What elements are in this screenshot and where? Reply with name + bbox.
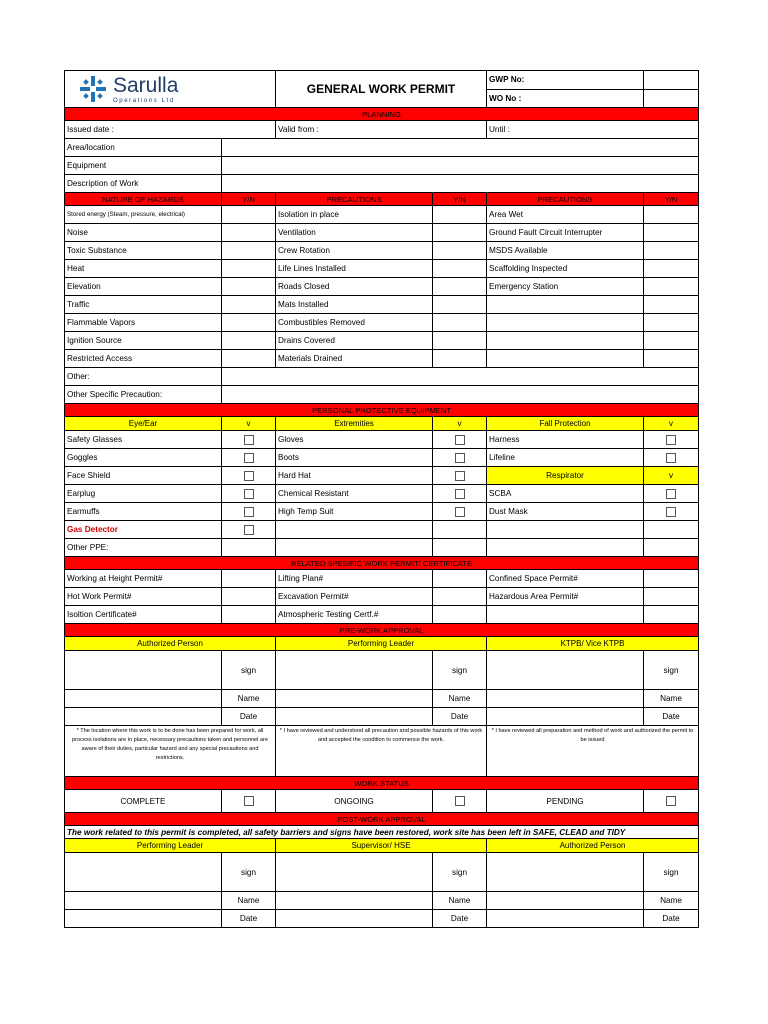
related-permit-field[interactable] [433, 606, 487, 624]
related-permit-label: Hazardous Area Permit# [487, 588, 644, 606]
section-planning: PLANNING [65, 108, 699, 121]
hazard-yn-field[interactable] [222, 296, 276, 314]
hazard-label: Heat [65, 260, 222, 278]
col-extremities: Extremities [276, 417, 433, 431]
ppe-fall-label: SCBA [487, 485, 644, 503]
other-precaution-label: Other Specific Precaution: [65, 386, 222, 404]
signature-box[interactable] [276, 853, 433, 892]
until-field[interactable]: Until : [487, 121, 699, 139]
hazard-label: Noise [65, 224, 222, 242]
ppe-extremities-label: Hard Hat [276, 467, 433, 485]
gwp-no-label: GWP No: [487, 71, 644, 90]
name-label: Name [644, 892, 699, 910]
sign-label: sign [222, 651, 276, 690]
area-label: Area/location [65, 139, 222, 157]
checkbox-icon [455, 453, 465, 463]
date-field[interactable] [276, 910, 433, 928]
form-title: GENERAL WORK PERMIT [276, 71, 487, 108]
ppe-checkbox[interactable] [222, 449, 276, 467]
section-postwork-approval: POST-WORK APPROVAL [65, 813, 699, 826]
col-check: v [222, 417, 276, 431]
precaution-yn-field[interactable] [644, 260, 699, 278]
description-field[interactable] [222, 175, 699, 193]
related-permit-label: Excavation Permit# [276, 588, 433, 606]
precaution-yn-field[interactable] [433, 332, 487, 350]
sign-label: sign [433, 651, 487, 690]
ppe-eye-label: Face Shield [65, 467, 222, 485]
precaution-yn-field[interactable] [644, 206, 699, 224]
work-permit-sheet [64, 70, 698, 928]
related-permit-label: Isoltion Certificate# [65, 606, 222, 624]
related-permit-field[interactable] [644, 588, 699, 606]
ppe-fall-label: Dust Mask [487, 503, 644, 521]
status-ongoing-label: ONGOING [276, 790, 433, 813]
precaution-yn-field[interactable] [433, 224, 487, 242]
date-label: Date [222, 708, 276, 726]
hazard-label: Restricted Access [65, 350, 222, 368]
empty-cell [644, 539, 699, 557]
col-check: v [433, 417, 487, 431]
ppe-extremities-label: High Temp Suit [276, 503, 433, 521]
ppe-eye-label: Goggles [65, 449, 222, 467]
ktpb-note: * I have reviewed all preparation and method of work and authorized the permit to be issued [487, 726, 699, 777]
precaution-label: Area Wet [487, 206, 644, 224]
ppe-eye-label: Earplug [65, 485, 222, 503]
precaution-label: Crew Rotation [276, 242, 433, 260]
status-complete-label: COMPLETE [65, 790, 222, 813]
section-work-status: WORK STATUS [65, 777, 699, 790]
checkbox-icon [244, 507, 254, 517]
name-label: Name [433, 690, 487, 708]
hazard-yn-field[interactable] [222, 260, 276, 278]
ppe-checkbox[interactable] [222, 431, 276, 449]
precaution-label: Scaffolding Inspected [487, 260, 644, 278]
ppe-extremities-label: Boots [276, 449, 433, 467]
checkbox-icon [244, 796, 254, 806]
col-ktpb: KTPB/ Vice KTPB [487, 637, 699, 651]
precaution-label: Ventilation [276, 224, 433, 242]
precaution-yn-field[interactable] [644, 224, 699, 242]
related-permit-label: Working at Height Permit# [65, 570, 222, 588]
checkbox-icon [244, 453, 254, 463]
ppe-checkbox[interactable] [644, 485, 699, 503]
checkbox-icon [455, 489, 465, 499]
ppe-fall-label: Lifeline [487, 449, 644, 467]
ppe-extremities-label: Chemical Resistant [276, 485, 433, 503]
precaution-yn-field[interactable] [644, 278, 699, 296]
checkbox-icon [244, 525, 254, 535]
precaution-yn-field[interactable] [433, 206, 487, 224]
precaution-yn-field[interactable] [644, 296, 699, 314]
other-label: Other: [65, 368, 222, 386]
col-performing-leader: Performing Leader [65, 839, 276, 853]
related-permit-label: Lifting Plan# [276, 570, 433, 588]
respirator-header: Respirator [487, 467, 644, 485]
gwp-no-field[interactable] [644, 71, 699, 90]
valid-from-field[interactable]: Valid from : [276, 121, 487, 139]
precaution-label: Combustibles Removed [276, 314, 433, 332]
description-label: Description of Work [65, 175, 222, 193]
col-nature-of-hazards: NATURE OF HAZARDS [65, 193, 222, 206]
status-complete-checkbox[interactable] [222, 790, 276, 813]
issued-date-field[interactable]: Issued date : [65, 121, 276, 139]
name-field[interactable] [276, 690, 433, 708]
signature-box[interactable] [65, 651, 222, 690]
name-field[interactable] [487, 892, 644, 910]
date-field[interactable] [487, 708, 644, 726]
authorized-person-note: * The location where this work is to be done has been prepared for work, all process isolations are in place, necessary precautions taken and personnel are aware of their duties, particular hazard and any special precautions and restrictions. [65, 726, 276, 777]
col-precautions: PRECAUTIONS [276, 193, 433, 206]
ppe-checkbox[interactable] [644, 503, 699, 521]
signature-box[interactable] [276, 651, 433, 690]
ppe-checkbox[interactable] [644, 431, 699, 449]
date-field[interactable] [65, 708, 222, 726]
precaution-label: Drains Covered [276, 332, 433, 350]
col-authorized-person: Authorized Person [65, 637, 276, 651]
checkbox-icon [455, 435, 465, 445]
date-label: Date [644, 910, 699, 928]
precaution-label: Materials Drained [276, 350, 433, 368]
sign-label: sign [644, 651, 699, 690]
date-field[interactable] [65, 910, 222, 928]
other-ppe-field[interactable] [222, 539, 276, 557]
checkbox-icon [244, 489, 254, 499]
checkbox-icon [455, 471, 465, 481]
precaution-yn-field[interactable] [433, 350, 487, 368]
col-precautions: PRECAUTIONS [487, 193, 644, 206]
status-ongoing-checkbox[interactable] [433, 790, 487, 813]
empty-cell [644, 521, 699, 539]
checkbox-icon [455, 796, 465, 806]
col-performing-leader: Performing Leader [276, 637, 487, 651]
section-related-permits: RELATED SPESIFIC WORK PERMIT/ CERTIFICATE [65, 557, 699, 570]
company-name: Sarulla [113, 73, 179, 97]
hazard-label: Traffic [65, 296, 222, 314]
precaution-label: Emergency Station [487, 278, 644, 296]
respirator-check-header: v [644, 467, 699, 485]
col-authorized-person: Authorized Person [487, 839, 699, 853]
signature-box[interactable] [487, 651, 644, 690]
ppe-checkbox[interactable] [222, 485, 276, 503]
name-label: Name [433, 892, 487, 910]
ppe-checkbox[interactable] [222, 467, 276, 485]
related-permit-field[interactable] [644, 606, 699, 624]
wo-no-label: WO No : [487, 89, 644, 108]
name-field[interactable] [276, 892, 433, 910]
performing-leader-note: * I have reviewed and understood all precaution and possible hazards of this work and accepted the condition to commence the work. [276, 726, 487, 777]
related-permit-field[interactable] [644, 570, 699, 588]
precaution-label: Mats Installed [276, 296, 433, 314]
precaution-label: Life Lines Installed [276, 260, 433, 278]
hazard-yn-field[interactable] [222, 350, 276, 368]
hazard-label: Toxic Substance [65, 242, 222, 260]
section-prework-approval: PRE-WORK APPROVAL [65, 624, 699, 637]
ppe-checkbox[interactable] [644, 449, 699, 467]
ppe-checkbox[interactable] [433, 503, 487, 521]
sign-label: sign [644, 853, 699, 892]
checkbox-icon [244, 435, 254, 445]
related-permit-label: Hot Work Permit# [65, 588, 222, 606]
ppe-extremities-label: Gloves [276, 431, 433, 449]
related-permit-field[interactable] [222, 606, 276, 624]
col-yn: Y/N [644, 193, 699, 206]
ppe-checkbox[interactable] [433, 431, 487, 449]
name-field[interactable] [487, 690, 644, 708]
section-ppe: PERSONAL PROTECTIVE EQUIPMENT [65, 404, 699, 417]
checkbox-icon [666, 489, 676, 499]
hazard-label: Elevation [65, 278, 222, 296]
hazard-label: Ignition Source [65, 332, 222, 350]
precaution-label: Ground Fault Circuit Interrupter [487, 224, 644, 242]
other-field[interactable] [222, 368, 699, 386]
hazard-label: Flammable Vapors [65, 314, 222, 332]
related-permit-label: Confined Space Permit# [487, 570, 644, 588]
hazard-yn-field[interactable] [222, 278, 276, 296]
wo-no-field[interactable] [644, 89, 699, 108]
date-label: Date [433, 910, 487, 928]
related-permit-field[interactable] [222, 588, 276, 606]
status-pending-label: PENDING [487, 790, 644, 813]
hazard-yn-field[interactable] [222, 314, 276, 332]
checkbox-icon [455, 507, 465, 517]
precaution-yn-field[interactable] [644, 314, 699, 332]
logo-cell [65, 71, 276, 108]
precaution-yn-field[interactable] [433, 278, 487, 296]
company-subtitle: Operations Ltd [113, 97, 175, 104]
col-check: v [644, 417, 699, 431]
precaution-label: Roads Closed [276, 278, 433, 296]
checkbox-icon [666, 507, 676, 517]
related-permit-field[interactable] [433, 570, 487, 588]
empty-cell [276, 521, 433, 539]
precaution-yn-field[interactable] [644, 332, 699, 350]
hazard-yn-field[interactable] [222, 332, 276, 350]
precaution-label [487, 296, 644, 314]
precaution-yn-field[interactable] [644, 242, 699, 260]
empty-cell [433, 539, 487, 557]
area-field[interactable] [222, 139, 699, 157]
col-supervisor-hse: Supervisor/ HSE [276, 839, 487, 853]
gas-detector-checkbox[interactable] [222, 521, 276, 539]
postwork-statement: The work related to this permit is completed, all safety barriers and signs have been restored, work site has been left in SAFE, CLEAD and TIDY [65, 826, 699, 839]
empty-cell [433, 521, 487, 539]
precaution-label [487, 314, 644, 332]
equipment-label: Equipment [65, 157, 222, 175]
related-permit-label [487, 606, 644, 624]
related-permit-field[interactable] [222, 570, 276, 588]
ppe-eye-label: Safety Glasses [65, 431, 222, 449]
hazard-yn-field[interactable] [222, 224, 276, 242]
precaution-yn-field[interactable] [433, 296, 487, 314]
ppe-checkbox[interactable] [433, 467, 487, 485]
empty-cell [276, 539, 433, 557]
precaution-yn-field[interactable] [433, 242, 487, 260]
precaution-label: Isolation in place [276, 206, 433, 224]
empty-cell [487, 539, 644, 557]
precaution-yn-field[interactable] [433, 314, 487, 332]
hazard-label: Stored energy (Steam, pressure, electrical) [65, 206, 222, 224]
name-field[interactable] [65, 690, 222, 708]
col-yn: Y/N [222, 193, 276, 206]
date-field[interactable] [487, 910, 644, 928]
signature-box[interactable] [65, 853, 222, 892]
status-pending-checkbox[interactable] [644, 790, 699, 813]
checkbox-icon [666, 453, 676, 463]
ppe-fall-label: Harness [487, 431, 644, 449]
hazard-yn-field[interactable] [222, 206, 276, 224]
checkbox-icon [244, 471, 254, 481]
company-logo [67, 75, 273, 104]
precaution-label [487, 350, 644, 368]
sign-label: sign [222, 853, 276, 892]
ppe-checkbox[interactable] [433, 449, 487, 467]
name-label: Name [644, 690, 699, 708]
date-field[interactable] [276, 708, 433, 726]
related-permit-field[interactable] [433, 588, 487, 606]
checkbox-icon [666, 796, 676, 806]
related-permit-label: Atmospheric Testing Certf.# [276, 606, 433, 624]
equipment-field[interactable] [222, 157, 699, 175]
name-label: Name [222, 892, 276, 910]
sign-label: sign [433, 853, 487, 892]
col-fall-protection: Fall Protection [487, 417, 644, 431]
hazard-yn-field[interactable] [222, 242, 276, 260]
other-precaution-field[interactable] [222, 386, 699, 404]
empty-cell [487, 521, 644, 539]
date-label: Date [433, 708, 487, 726]
name-label: Name [222, 690, 276, 708]
ppe-eye-label: Earmuffs [65, 503, 222, 521]
date-label: Date [222, 910, 276, 928]
col-yn: Y/N [433, 193, 487, 206]
checkbox-icon [666, 435, 676, 445]
ppe-checkbox[interactable] [222, 503, 276, 521]
precaution-yn-field[interactable] [644, 350, 699, 368]
gas-detector-label: Gas Detector [65, 521, 222, 539]
signature-box[interactable] [487, 853, 644, 892]
other-ppe-label: Other PPE: [65, 539, 222, 557]
name-field[interactable] [65, 892, 222, 910]
sarulla-logo-icon [79, 75, 107, 103]
col-eye-ear: Eye/Ear [65, 417, 222, 431]
date-label: Date [644, 708, 699, 726]
precaution-label [487, 332, 644, 350]
work-permit-table [64, 70, 699, 928]
precaution-label: MSDS Available [487, 242, 644, 260]
precaution-yn-field[interactable] [433, 260, 487, 278]
ppe-checkbox[interactable] [433, 485, 487, 503]
